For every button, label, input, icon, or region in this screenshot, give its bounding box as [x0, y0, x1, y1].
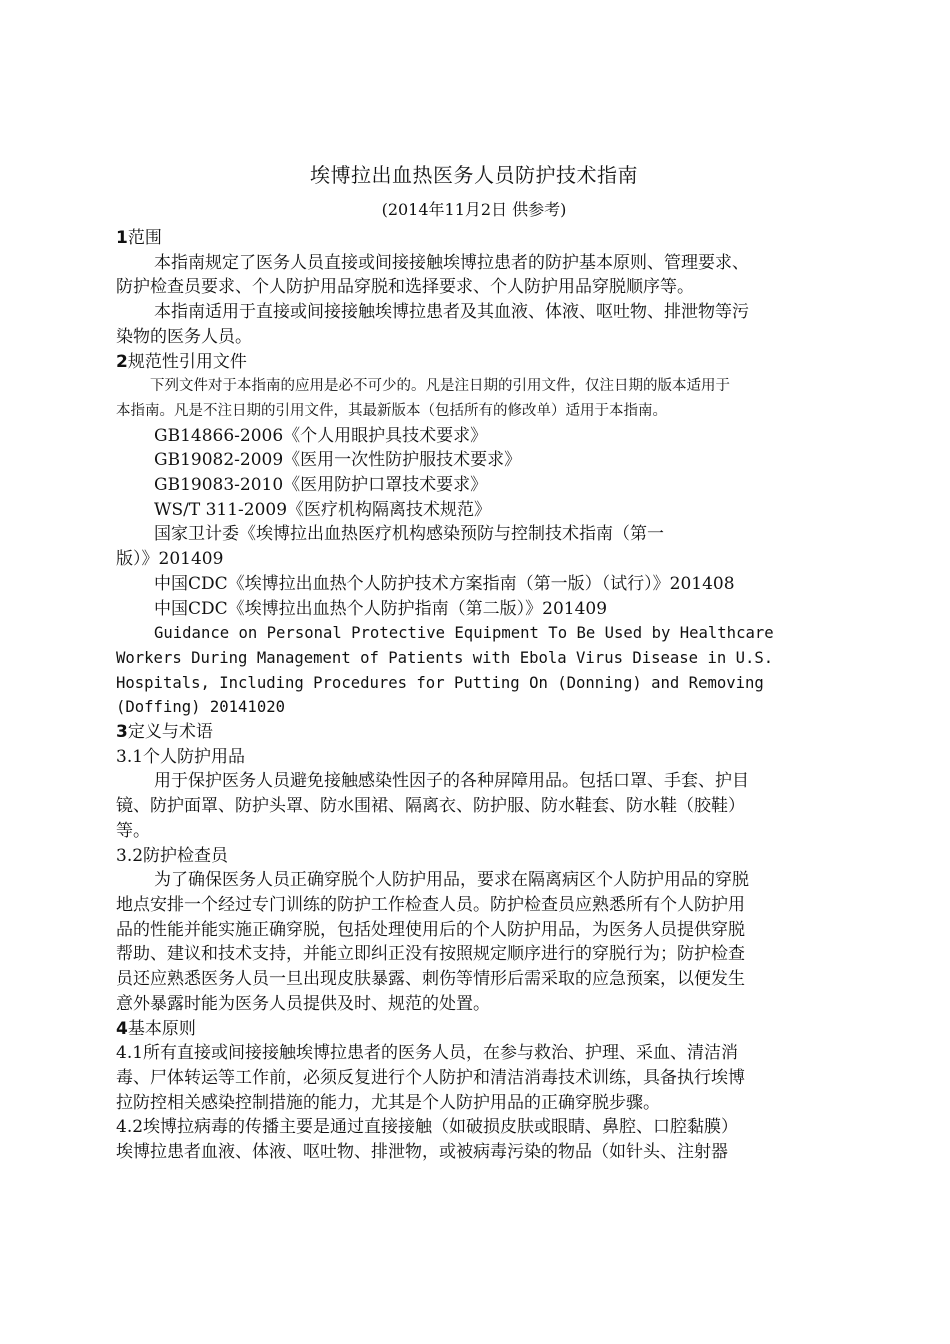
- section-4-title: 基本原则: [127, 1018, 196, 1039]
- subsection-3-2-line-4: 帮助、建议和技术支持，并能立即纠正没有按照规定顺序进行的穿脱行为；防护检查: [116, 944, 745, 965]
- section-3-number: 3: [116, 722, 128, 743]
- subsection-3-1-line-3: 等。: [116, 820, 150, 841]
- subsection-3-1-line-1: 用于保护医务人员避免接触感染性因子的各种屏障用品。包括口罩、手套、护目: [154, 771, 749, 792]
- section-3-heading: [116, 720, 832, 745]
- section-2-heading: [116, 350, 832, 375]
- section-2-intro-line-1: 下列文件对于本指南的应用是必不可少的。凡是注日期的引用文件，仅注日期的版本适用于: [150, 378, 730, 395]
- document-subtitle: (2014年11月2日 供参考): [381, 200, 567, 219]
- subsection-4-2-line-2: 埃博拉患者血液、体液、呕吐物、排泄物，或被病毒污染的物品（如针头、注射器: [116, 1142, 728, 1163]
- section-2-number: 2: [116, 351, 128, 372]
- section-1-para-2-line-1: 本指南适用于直接或间接接触埃博拉患者及其血液、体液、呕吐物、排泄物等污: [154, 302, 749, 323]
- reference-item: 中国CDC《埃博拉出血热个人防护技术方案指南（第一版）（试行）》201408: [154, 573, 735, 594]
- section-4-heading: [116, 1017, 832, 1042]
- reference-item: 中国CDC《埃博拉出血热个人防护指南（第二版）》201409: [154, 598, 608, 619]
- subsection-4-1-line-3: 拉防控相关感染控制措施的能力，尤其是个人防护用品的正确穿脱步骤。: [116, 1092, 660, 1113]
- section-1-para-1-line-2: 防护检查员要求、个人防护用品穿脱和选择要求、个人防护用品穿脱顺序等。: [116, 277, 694, 298]
- subsection-3-2-line-6: 意外暴露时能为医务人员提供及时、规范的处置。: [116, 993, 490, 1014]
- subsection-4-1-line-1: 4.1所有直接或间接接触埃博拉患者的医务人员，在参与救治、护理、采血、清洁消: [116, 1043, 739, 1064]
- subsection-3-1-heading: 3.1个人防护用品: [116, 746, 246, 767]
- reference-english-line-2: Workers During Management of Patients with Ebola Virus Disease in U.S.: [116, 648, 774, 667]
- section-2-title: 规范性引用文件: [127, 351, 247, 372]
- reference-english-line-1: Guidance on Personal Protective Equipment To Be Used by Healthcare: [154, 624, 774, 643]
- subsection-3-2-line-1: 为了确保医务人员正确穿脱个人防护用品，要求在隔离病区个人防护用品的穿脱: [154, 870, 749, 891]
- reference-item: GB19083-2010《医用防护口罩技术要求》: [154, 475, 488, 496]
- document-page: [116, 160, 832, 1165]
- subsection-3-1-line-2: 镜、防护面罩、防护头罩、防水围裙、隔离衣、防护服、防水鞋套、防水鞋（胶鞋）: [116, 796, 745, 817]
- section-4-number: 4: [116, 1018, 128, 1039]
- section-1-title: 范围: [127, 228, 162, 248]
- reference-english-line-4: (Doffing) 20141020: [116, 698, 285, 717]
- subsection-3-2-heading: 3.2防护检查员: [116, 845, 229, 866]
- section-1-number: 1: [116, 228, 128, 248]
- subsection-3-2-line-5: 员还应熟悉医务人员一旦出现皮肤暴露、刺伤等情形后需采取的应急预案，以便发生: [116, 969, 745, 990]
- document-title: 埃博拉出血热医务人员防护技术指南: [310, 163, 638, 187]
- section-1-para-1-line-1: 本指南规定了医务人员直接或间接接触埃博拉患者的防护基本原则、管理要求、: [154, 252, 749, 273]
- reference-item-line-1: 国家卫计委《埃博拉出血热医疗机构感染预防与控制技术指南（第一: [154, 524, 664, 545]
- subsection-4-2-line-1: 4.2埃博拉病毒的传播主要是通过直接接触（如破损皮肤或眼睛、鼻腔、口腔黏膜）: [116, 1117, 739, 1138]
- reference-english-line-3: Hospitals, Including Procedures for Putting On (Donning) and Removing: [116, 673, 764, 692]
- reference-item: WS/T 311-2009《医疗机构隔离技术规范》: [154, 499, 492, 520]
- subsection-4-1-line-2: 毒、尸体转运等工作前，必须反复进行个人防护和清洁消毒技术训练，具备执行埃博: [116, 1067, 745, 1088]
- reference-item-line-2: 版）》201409: [116, 549, 224, 570]
- subsection-3-2-line-3: 品的性能并能实施正确穿脱，包括处理使用后的个人防护用品，为医务人员提供穿脱: [116, 919, 745, 940]
- subsection-3-2-line-2: 地点安排一个经过专门训练的防护工作检查人员。防护检查员应熟悉所有个人防护用: [116, 894, 745, 915]
- section-1-heading: [116, 226, 832, 251]
- section-2-intro-line-2: 本指南。凡是不注日期的引用文件，其最新版本（包括所有的修改单）适用于本指南。: [116, 402, 667, 419]
- section-1-para-2-line-2: 染物的医务人员。: [116, 326, 252, 347]
- section-3-title: 定义与术语: [127, 722, 213, 743]
- reference-item: GB14866-2006《个人用眼护具技术要求》: [154, 425, 488, 446]
- reference-item: GB19082-2009《医用一次性防护服技术要求》: [154, 450, 522, 471]
